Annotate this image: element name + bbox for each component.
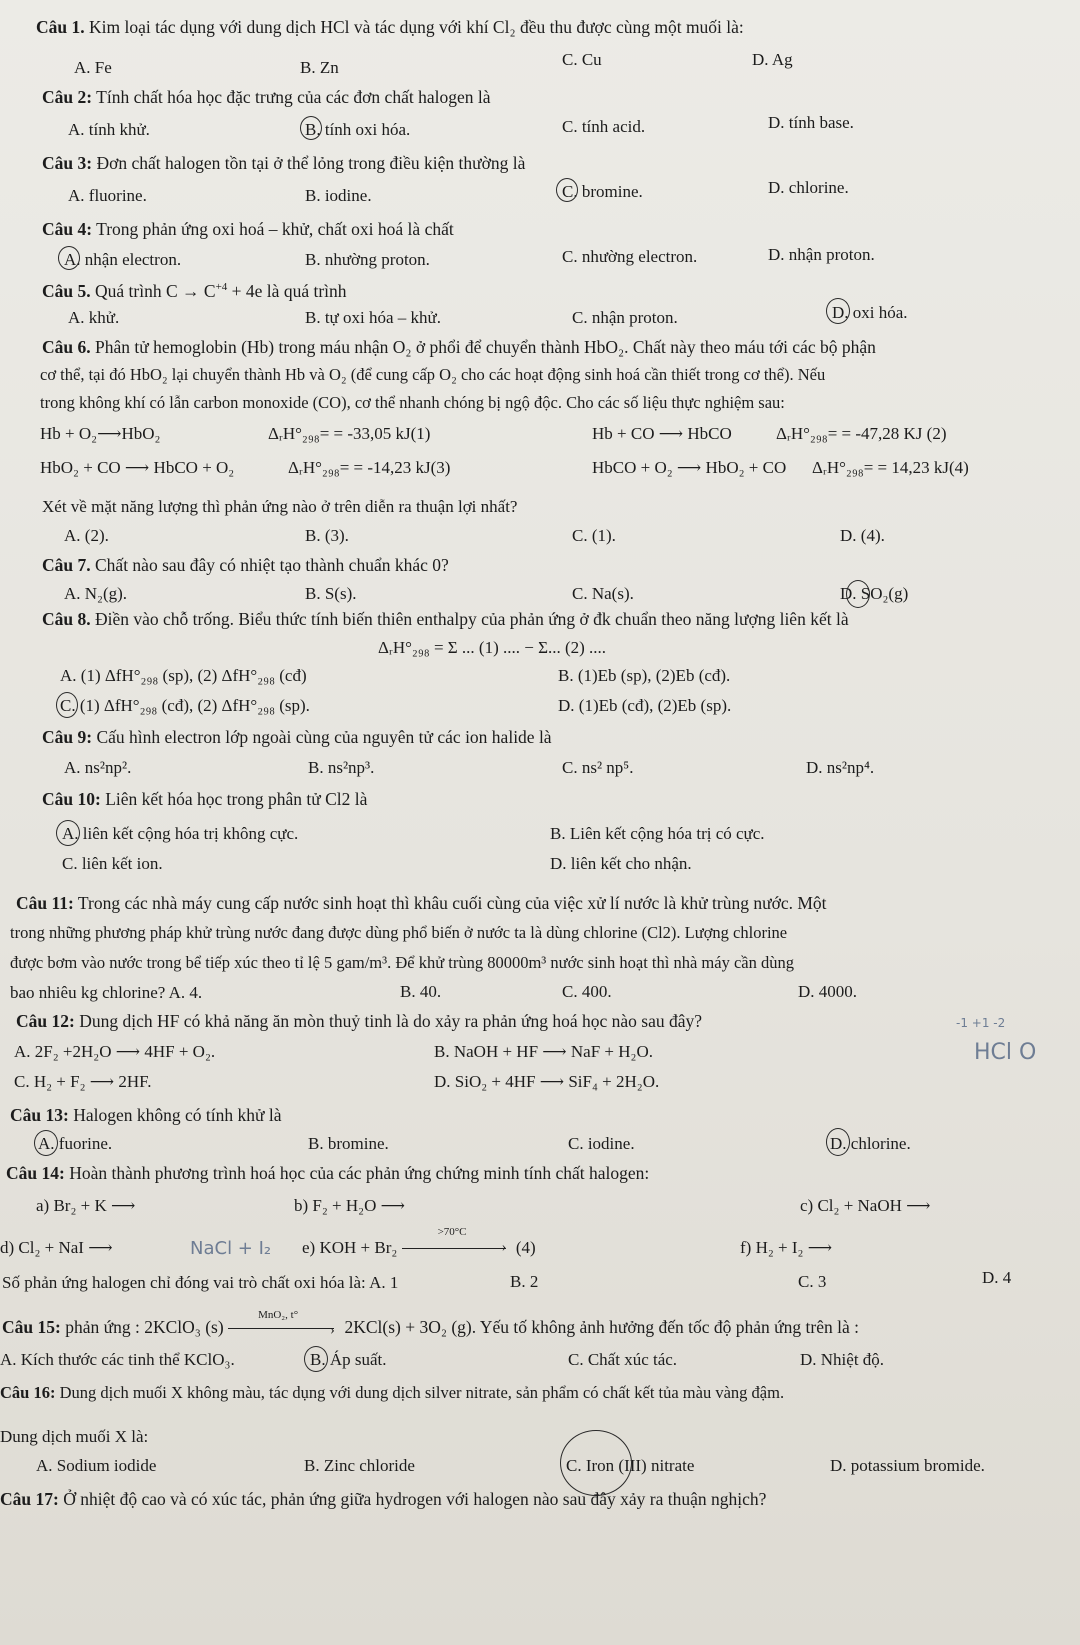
q10-option-b[interactable]: B. Liên kết cộng hóa trị có cực. [550,824,765,843]
q3-option-b[interactable]: B. iodine. [305,186,372,205]
q6-option-a[interactable]: A. (2). [64,526,109,545]
q3-option-d[interactable]: D. chlorine. [768,178,849,197]
question-7 [42,554,449,576]
q15-option-b[interactable]: B. Áp suất. [310,1350,387,1369]
question-7-title: Câu 7. [42,555,91,575]
q14-reaction-e-tail: (4) [515,1238,536,1257]
q1-option-c[interactable]: C. Cu [562,50,602,69]
answer-circle-q16 [560,1430,632,1496]
q13-option-b[interactable]: B. bromine. [308,1134,389,1153]
q15-arrow-head: › [330,1322,335,1338]
q15-option-a[interactable]: A. Kích thước các tinh thể KClO₃. [0,1350,235,1369]
q3-option-c[interactable]: C. bromine. [562,182,643,201]
q11-line-3: được bơm vào nước trong bể tiếp xúc theo tỉ lệ 5 gam/m³. Để khử trùng 80000m³ nước sinh hoạt thì nhà máy cần dùng [10,953,794,972]
q14-reaction-a: a) Br₂ + K ⟶ [36,1196,136,1215]
q16-option-a[interactable]: A. Sodium iodide [36,1456,157,1475]
q5-option-c[interactable]: C. nhận proton. [572,308,678,327]
q11-line-1: Trong các nhà máy cung cấp nước sinh hoạt thì khâu cuối cùng của việc xử lí nước là khử trùng nước. Một [77,893,827,913]
question-4-title: Câu 4: [42,219,93,239]
q11-option-c[interactable]: C. 400. [562,982,612,1001]
question-16 [0,1382,784,1404]
answer-circle-q2 [300,116,322,140]
answer-circle-q8 [56,692,78,718]
q13-option-c[interactable]: C. iodine. [568,1134,635,1153]
question-10 [42,788,367,810]
handwriting-oxidation-numbers: -1 +1 -2 [956,1016,1006,1030]
handwriting-hclo: HCl O [974,1040,1037,1065]
question-2-title: Câu 2: [42,87,93,107]
question-16-title: Câu 16: [0,1383,56,1402]
question-3-title: Câu 3: [42,153,93,173]
q16-option-d[interactable]: D. potassium bromide. [830,1456,985,1475]
q6-line-2: cơ thể, tại đó HbO₂ lại chuyển thành Hb và O₂ (để cung cấp O₂ cho các hoạt động sinh hoá cần thiết trong cơ thể). Nếu [40,365,826,384]
q14-reaction-c: c) Cl₂ + NaOH ⟶ [800,1196,931,1215]
question-4-text: Trong phản ứng oxi hoá – khử, chất oxi hoá là chất [96,219,454,239]
q12-option-c[interactable]: C. H₂ + F₂ ⟶ 2HF. [14,1072,152,1091]
handwriting-nacl-i2: NaCl + I₂ [190,1238,272,1259]
question-10-text: Liên kết hóa học trong phân tử Cl2 là [105,789,368,809]
q6-enthalpy-3: ΔᵣH°₂₉₈= = -14,23 kJ(3) [288,458,451,477]
q10-option-c[interactable]: C. liên kết ion. [62,854,163,873]
q5-arrow: → [182,281,200,301]
question-1-text: Kim loại tác dụng với dung dịch HCl và tác dụng với khí Cl₂ đều thu được cùng một muối là: [89,17,744,37]
q8-option-a[interactable]: A. (1) ΔfH°₂₉₈ (sp), (2) ΔfH°₂₉₈ (cđ) [60,666,307,685]
q14-reaction-d: d) Cl₂ + NaI ⟶ [0,1238,113,1257]
q15-arrow-with-condition [228,1308,340,1338]
question-8-text: Điền vào chỗ trống. Biểu thức tính biến thiên enthalpy của phản ứng ở đk chuẩn theo năng lượng liên kết là [95,609,849,629]
q12-option-d[interactable]: D. SiO₂ + 4HF ⟶ SiF₄ + 2H₂O. [434,1072,660,1091]
q8-option-d[interactable]: D. (1)Eb (cđ), (2)Eb (sp). [558,696,732,715]
q4-option-c[interactable]: C. nhường electron. [562,247,698,266]
question-6 [42,336,876,358]
question-1 [36,16,744,38]
answer-circle-q10 [56,820,80,846]
q11-option-b[interactable]: B. 40. [400,982,442,1001]
q5-option-a[interactable]: A. khử. [68,308,120,327]
question-17 [0,1488,766,1510]
question-4 [42,218,454,240]
q14-condition: >70°C [437,1226,467,1239]
q9-option-c[interactable]: C. ns² np⁵. [562,758,634,777]
q1-option-b[interactable]: B. Zn [300,58,339,77]
question-3 [42,152,525,174]
q1-option-d[interactable]: D. Ag [752,50,793,69]
q7-option-a[interactable]: A. N₂(g). [64,584,128,603]
question-9-text: Cấu hình electron lớp ngoài cùng của nguyên tử các ion halide là [96,727,552,747]
answer-circle-q15 [304,1346,328,1372]
answer-circle-q4 [58,246,80,270]
q11-line-4: bao nhiêu kg chlorine? A. 4. [10,983,203,1002]
answer-circle-q7 [846,580,870,608]
q5-option-d[interactable]: D. oxi hóa. [832,303,908,322]
question-10-title: Câu 10: [42,789,101,809]
question-12-title: Câu 12: [16,1011,75,1031]
q2-option-b[interactable]: B. tính oxi hóa. [305,120,411,139]
q13-option-d[interactable]: D. chlorine. [830,1134,911,1153]
q10-option-d[interactable]: D. liên kết cho nhận. [550,854,692,873]
q14-option-d[interactable]: D. 4 [982,1268,1012,1287]
q10-option-a[interactable]: A. liên kết cộng hóa trị không cực. [62,824,299,843]
q15-pre: phản ứng : 2KClO₃ (s) [65,1317,224,1337]
q11-line-2: trong những phương pháp khử trùng nước đang được dùng phổ biến ở nước ta là dùng chlorine (Cl2). Lượng chlorine [10,923,788,942]
q4-option-a[interactable]: A. nhận electron. [64,250,182,269]
question-16-text: Dung dịch muối X không màu, tác dụng với dung dịch silver nitrate, sản phẩm có chất kết tủa màu vàng đậm. [59,1383,785,1402]
question-14 [6,1162,649,1184]
question-8-title: Câu 8. [42,609,91,629]
question-13-title: Câu 13: [10,1105,69,1125]
q13-option-a[interactable]: A. fuorine. [38,1134,113,1153]
q14-reaction-e [302,1226,536,1258]
q6-enthalpy-1: ΔᵣH°₂₉₈= = -33,05 kJ(1) [268,424,431,443]
question-14-text: Hoàn thành phương trình hoá học của các phản ứng chứng minh tính chất halogen: [69,1163,650,1183]
q6-option-b[interactable]: B. (3). [305,526,349,545]
q7-option-b[interactable]: B. S(s). [305,584,357,603]
q16-ask: Dung dịch muối X là: [0,1427,149,1446]
question-2-text: Tính chất hóa học đặc trưng của các đơn chất halogen là [96,87,491,107]
question-9 [42,726,552,748]
question-9-title: Câu 9: [42,727,93,747]
q11-option-d[interactable]: D. 4000. [798,982,858,1001]
question-15-title: Câu 15: [2,1317,61,1337]
question-17-title: Câu 17: [0,1489,59,1509]
q12-option-b[interactable]: B. NaOH + HF ⟶ NaF + H₂O. [434,1042,653,1061]
q6-reaction-3: HbO₂ + CO ⟶ HbCO + O₂ [40,458,235,477]
q15-option-c[interactable]: C. Chất xúc tác. [568,1350,678,1369]
question-6-title: Câu 6. [42,337,91,357]
q4-option-b[interactable]: B. nhường proton. [305,250,430,269]
q14-ask: Số phản ứng halogen chỉ đóng vai trò chất oxi hóa là: A. 1 [2,1273,399,1292]
q5-option-b[interactable]: B. tự oxi hóa – khử. [305,308,442,327]
question-3-text: Đơn chất halogen tồn tại ở thể lỏng trong điều kiện thường là [96,153,526,173]
answer-circle-q5 [826,298,850,324]
q16-option-c[interactable]: C. Iron (III) nitrate [566,1456,695,1475]
q14-arrow-head: › [501,1240,507,1256]
q1-option-a[interactable]: A. Fe [74,58,112,77]
question-11-title: Câu 11: [16,893,74,913]
question-17-text: Ở nhiệt độ cao và có xúc tác, phản ứng giữa hydrogen với halogen nào sau đây xảy ra thuận nghịch? [63,1489,767,1509]
q2-option-a[interactable]: A. tính khử. [68,120,150,139]
question-5 [42,280,347,302]
q14-arrow-line [402,1248,506,1249]
q7-option-d[interactable]: D. SO₂(g) [840,584,909,603]
question-5-title: Câu 5. [42,281,91,301]
q6-reaction-1: Hb + O₂⟶HbO₂ [40,424,161,443]
q6-line-3: trong không khí có lẫn carbon monoxide (CO), cơ thể nhanh chóng bị ngộ độc. Cho các số liệu thực nghiệm sau: [40,393,785,412]
q8-option-b[interactable]: B. (1)Eb (sp), (2)Eb (cđ). [558,666,731,685]
q2-option-c[interactable]: C. tính acid. [562,117,646,136]
q8-option-c[interactable]: C. (1) ΔfH°₂₉₈ (cđ), (2) ΔfH°₂₉₈ (sp). [60,696,310,715]
q15-option-d[interactable]: D. Nhiệt độ. [800,1350,885,1369]
q9-option-a[interactable]: A. ns²np². [64,758,132,777]
question-11 [16,892,827,914]
q16-option-b[interactable]: B. Zinc chloride [304,1456,415,1475]
q14-reaction-f: f) H₂ + I₂ ⟶ [740,1238,833,1257]
question-13-text: Halogen không có tính khử là [73,1105,282,1125]
q4-option-d[interactable]: D. nhận proton. [768,245,875,264]
q6-reaction-2: Hb + CO ⟶ HbCO [592,424,732,443]
q9-option-b[interactable]: B. ns²np³. [308,758,375,777]
question-15 [2,1308,859,1338]
question-13 [10,1104,281,1126]
question-1-title: Câu 1. [36,17,85,37]
answer-circle-q3 [556,178,578,202]
q6-reaction-4: HbCO + O₂ ⟶ HbO₂ + CO [592,458,787,477]
q12-option-a[interactable]: A. 2F₂ +2H₂O ⟶ 4HF + O₂. [14,1042,216,1061]
q15-post: 2KCl(s) + 3O₂ (g). Yếu tố không ảnh hưởng đến tốc độ phản ứng trên là : [344,1317,859,1337]
answer-circle-q13 [34,1130,58,1156]
q15-condition: MnO₂, t° [258,1308,299,1321]
q6-ask: Xét về mặt năng lượng thì phản ứng nào ở trên diễn ra thuận lợi nhất? [42,497,518,516]
q9-option-d[interactable]: D. ns²np⁴. [806,758,875,777]
question-12 [16,1010,702,1032]
q14-reaction-e-text: e) KOH + Br₂ [302,1238,398,1257]
question-2 [42,86,490,108]
q6-option-d[interactable]: D. (4). [840,526,885,545]
question-14-title: Câu 14: [6,1163,65,1183]
q6-line-1: Phân tử hemoglobin (Hb) trong máu nhận O₂ ở phổi để chuyển thành HbO₂. Chất này theo máu tới các bộ phận [95,337,876,357]
q14-arrow-with-condition [402,1226,512,1256]
q5-text-post: + 4e là quá trình [231,281,347,301]
q6-enthalpy-2: ΔᵣH°₂₉₈= = -47,28 KJ (2) [776,424,947,443]
q5-ion-charge: +4 [215,281,228,294]
q2-option-d[interactable]: D. tính base. [768,113,854,132]
answer-circle-q13-d [826,1128,850,1156]
question-8 [42,608,849,630]
q6-enthalpy-4: ΔᵣH°₂₉₈= = 14,23 kJ(4) [812,458,969,477]
q15-arrow-line [228,1328,334,1329]
q14-reaction-b: b) F₂ + H₂O ⟶ [294,1196,405,1215]
q7-option-c[interactable]: C. Na(s). [572,584,634,603]
q14-option-b[interactable]: B. 2 [510,1272,539,1291]
question-7-text: Chất nào sau đây có nhiệt tạo thành chuẩn khác 0? [95,555,449,575]
q8-formula: ΔᵣH°₂₉₈ = Σ ... (1) .... − Σ... (2) .... [378,638,607,657]
q6-option-c[interactable]: C. (1). [572,526,616,545]
q3-option-a[interactable]: A. fluorine. [68,186,147,205]
q5-text-pre: Quá trình C [95,281,178,301]
q5-ion: C [203,281,216,301]
question-12-text: Dung dịch HF có khả năng ăn mòn thuỷ tinh là do xảy ra phản ứng hoá học nào sau đây? [79,1011,703,1031]
q14-option-c[interactable]: C. 3 [798,1272,827,1291]
